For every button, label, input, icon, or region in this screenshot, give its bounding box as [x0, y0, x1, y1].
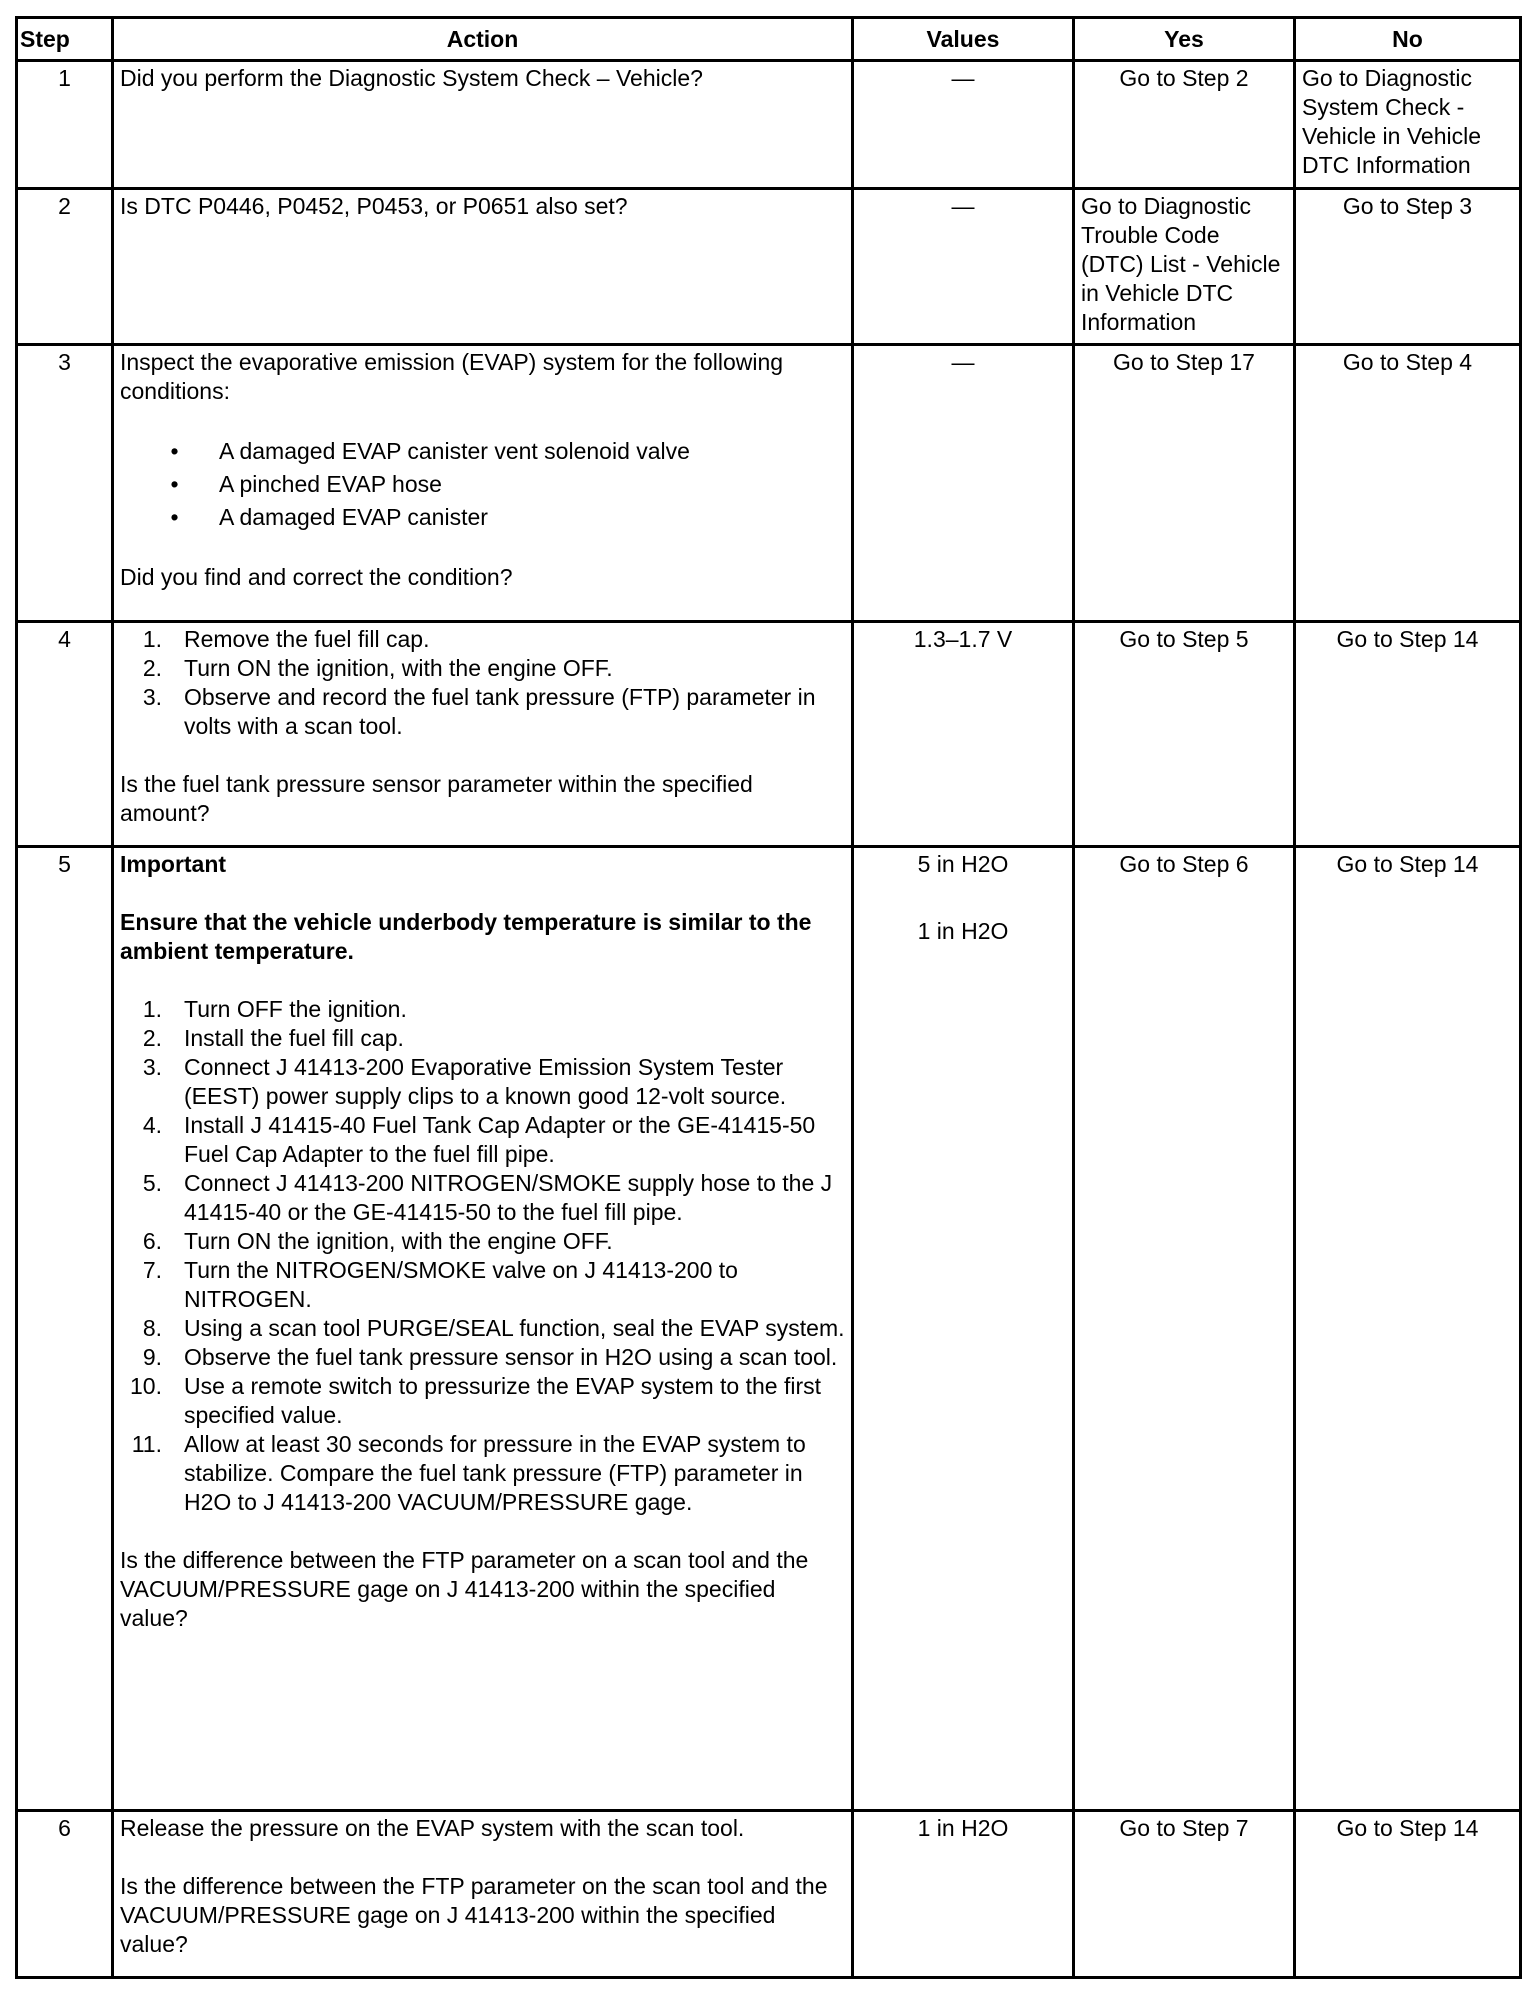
- value-cell: [853, 847, 1074, 1811]
- action-intro: Inspect the evaporative emission (EVAP) system for the following conditions:: [120, 349, 784, 404]
- action-question: Is the fuel tank pressure sensor parameter within the specified amount?: [120, 771, 753, 826]
- list-item: 1. Remove the fuel fill cap.: [142, 626, 430, 652]
- value-cell: 1.3–1.7 V: [853, 622, 1074, 847]
- no-link[interactable]: Go to Diagnostic System Check - Vehicle in Vehicle DTC Information: [1295, 61, 1521, 189]
- action-question: Is the difference between the FTP parameter on a scan tool and the VACUUM/PRESSURE gage on J 41413-200 within the specified value?: [120, 1547, 809, 1631]
- list-item: 11. Allow at least 30 seconds for pressure in the EVAP system to stabilize. Compare the fuel tank pressure (FTP) parameter in H2O to J 41413-200 VACUUM/PRESSURE gage.: [131, 1431, 806, 1515]
- yes-link[interactable]: Go to Step 5: [1074, 622, 1295, 847]
- action-question: Is the difference between the FTP parameter on the scan tool and the VACUUM/PRESSURE gage on J 41413-200 within the specified value?: [120, 1873, 828, 1957]
- header-yes: Yes: [1074, 18, 1295, 61]
- table-row-step-3: [17, 345, 1521, 622]
- list-item: 9. Observe the fuel tank pressure sensor in H2O using a scan tool.: [142, 1344, 838, 1370]
- list-item: 7. Turn the NITROGEN/SMOKE valve on J 41413-200 to NITROGEN.: [142, 1257, 738, 1312]
- list-item: • A damaged EVAP canister vent solenoid valve: [170, 438, 690, 464]
- step-number: 4: [17, 622, 113, 847]
- action-intro: Release the pressure on the EVAP system with the scan tool.: [120, 1815, 745, 1841]
- list-item: • A damaged EVAP canister: [170, 504, 488, 530]
- no-link[interactable]: Go to Step 4: [1295, 345, 1521, 622]
- list-item: 3. Connect J 41413-200 Evaporative Emission System Tester (EEST) power supply clips to a known good 12-volt source.: [142, 1054, 787, 1109]
- list-item: 5. Connect J 41413-200 NITROGEN/SMOKE supply hose to the J 41415-40 or the GE-41415-50 to the fuel fill pipe.: [142, 1170, 833, 1225]
- header-step: Step: [17, 18, 113, 61]
- yes-link[interactable]: Go to Step 2: [1074, 61, 1295, 189]
- action-cell: [113, 189, 853, 345]
- list-item: 1. Turn OFF the ignition.: [142, 996, 407, 1022]
- condition-list: [120, 435, 845, 534]
- table-row-step-4: [17, 622, 1521, 847]
- header-row: [17, 18, 1521, 61]
- procedure-list: [120, 995, 845, 1517]
- list-item: 4. Install J 41415-40 Fuel Tank Cap Adapter or the GE-41415-50 Fuel Cap Adapter to the fuel fill pipe.: [142, 1112, 816, 1167]
- step-number: 5: [17, 847, 113, 1811]
- table-row-step-6: [17, 1811, 1521, 1978]
- diagnostic-table: [15, 16, 1522, 1979]
- list-item: 2. Install the fuel fill cap.: [142, 1025, 404, 1051]
- action-cell: [113, 345, 853, 622]
- list-item: 2. Turn ON the ignition, with the engine OFF.: [142, 655, 613, 681]
- value-second: 1 in H2O: [917, 918, 1009, 944]
- value-first: 5 in H2O: [917, 851, 1009, 877]
- list-item: 10. Use a remote switch to pressurize the EVAP system to the first specified value.: [130, 1373, 822, 1428]
- action-cell: [113, 1811, 853, 1978]
- list-item: 8. Using a scan tool PURGE/SEAL function, seal the EVAP system.: [142, 1315, 845, 1341]
- list-item: • A pinched EVAP hose: [170, 471, 442, 497]
- important-label: Important: [120, 851, 227, 877]
- table-row-step-5: [17, 847, 1521, 1811]
- yes-link[interactable]: Go to Step 6: [1074, 847, 1295, 1811]
- action-text: Did you perform the Diagnostic System Check – Vehicle?: [120, 65, 703, 91]
- no-link[interactable]: Go to Step 14: [1295, 847, 1521, 1811]
- table-row-step-2: [17, 189, 1521, 345]
- header-action: Action: [113, 18, 853, 61]
- important-note: Ensure that the vehicle underbody temperature is similar to the ambient temperature.: [120, 909, 812, 964]
- action-text: Is DTC P0446, P0452, P0453, or P0651 also set?: [120, 193, 628, 219]
- yes-link[interactable]: Go to Diagnostic Trouble Code (DTC) List - Vehicle in Vehicle DTC Information: [1074, 189, 1295, 345]
- value-cell: 1 in H2O: [853, 1811, 1074, 1978]
- header-no: No: [1295, 18, 1521, 61]
- action-cell: [113, 622, 853, 847]
- yes-link[interactable]: Go to Step 17: [1074, 345, 1295, 622]
- table-row-step-1: [17, 61, 1521, 189]
- step-number: 2: [17, 189, 113, 345]
- value-cell: —: [853, 61, 1074, 189]
- yes-link[interactable]: Go to Step 7: [1074, 1811, 1295, 1978]
- action-cell: [113, 61, 853, 189]
- list-item: 3. Observe and record the fuel tank pressure (FTP) parameter in volts with a scan tool.: [142, 684, 816, 739]
- step-number: 6: [17, 1811, 113, 1978]
- step-number: 3: [17, 345, 113, 622]
- no-link[interactable]: Go to Step 14: [1295, 622, 1521, 847]
- procedure-list: [120, 625, 845, 741]
- step-number: 1: [17, 61, 113, 189]
- action-cell: [113, 847, 853, 1811]
- value-cell: —: [853, 345, 1074, 622]
- header-values: Values: [853, 18, 1074, 61]
- action-question: Did you find and correct the condition?: [120, 564, 513, 590]
- no-link[interactable]: Go to Step 3: [1295, 189, 1521, 345]
- value-cell: —: [853, 189, 1074, 345]
- list-item: 6. Turn ON the ignition, with the engine OFF.: [142, 1228, 613, 1254]
- no-link[interactable]: Go to Step 14: [1295, 1811, 1521, 1978]
